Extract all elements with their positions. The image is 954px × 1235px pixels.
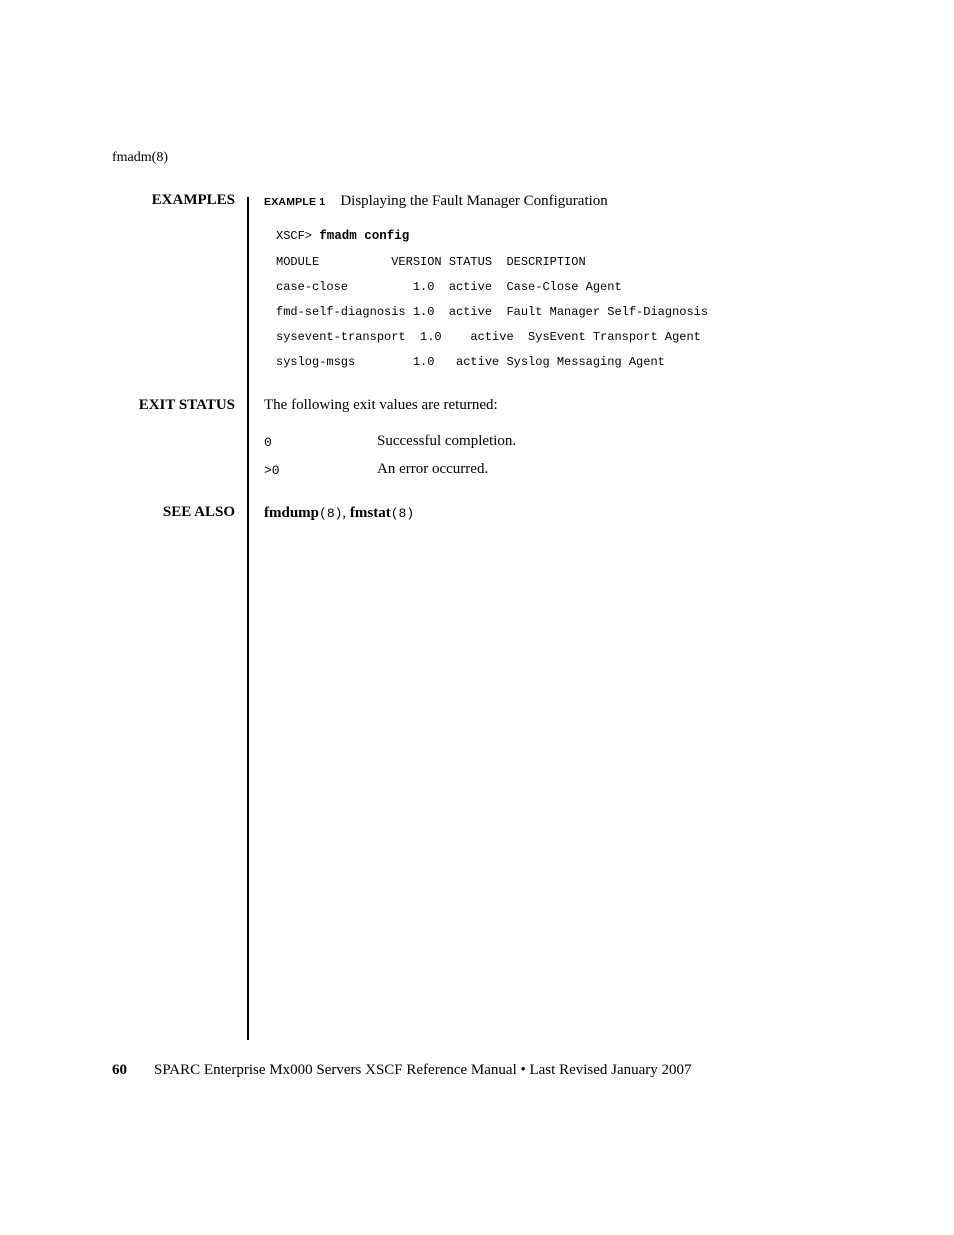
section-label-examples: EXAMPLES	[151, 192, 235, 208]
code-output-line: MODULE VERSION STATUS DESCRIPTION	[276, 255, 586, 269]
code-command-line	[276, 229, 409, 243]
exit-code: >0	[264, 463, 280, 478]
see-also-section: (8)	[390, 506, 415, 521]
code-output-line: fmd-self-diagnosis 1.0 active Fault Manager Self-Diagnosis	[276, 305, 709, 319]
code-command: fmadm config	[319, 229, 410, 243]
footer-text: SPARC Enterprise Mx000 Servers XSCF Reference Manual • Last Revised January 2007	[154, 1062, 692, 1078]
see-also-separator: ,	[342, 505, 350, 521]
section-label-exit-status: EXIT STATUS	[138, 397, 235, 413]
running-head: fmadm(8)	[112, 150, 168, 165]
code-output-line: case-close 1.0 active Case-Close Agent	[276, 280, 622, 294]
see-also-link-fmdump[interactable]: fmdump	[264, 505, 320, 521]
see-also-section: (8)	[319, 506, 343, 521]
page-footer	[112, 1062, 692, 1079]
exit-description: An error occurred.	[377, 461, 489, 477]
exit-code: 0	[264, 435, 272, 450]
example-caption	[264, 193, 608, 210]
see-also-link-fmstat[interactable]: fmstat	[349, 505, 391, 521]
exit-description: Successful completion.	[377, 433, 517, 449]
code-output-line: sysevent-transport 1.0 active SysEvent Transport Agent	[276, 330, 701, 344]
code-output-line: syslog-msgs 1.0 active Syslog Messaging Agent	[276, 355, 665, 369]
section-label-see-also: SEE ALSO	[162, 504, 235, 520]
code-prompt: XSCF>	[276, 229, 313, 243]
example-title: Displaying the Fault Manager Configuration	[340, 193, 608, 209]
exit-status-intro: The following exit values are returned:	[264, 397, 498, 413]
example-number: EXAMPLE 1	[264, 196, 326, 208]
see-also-refs	[264, 505, 414, 522]
section-divider-rule	[247, 197, 249, 1040]
page-number: 60	[112, 1062, 127, 1078]
